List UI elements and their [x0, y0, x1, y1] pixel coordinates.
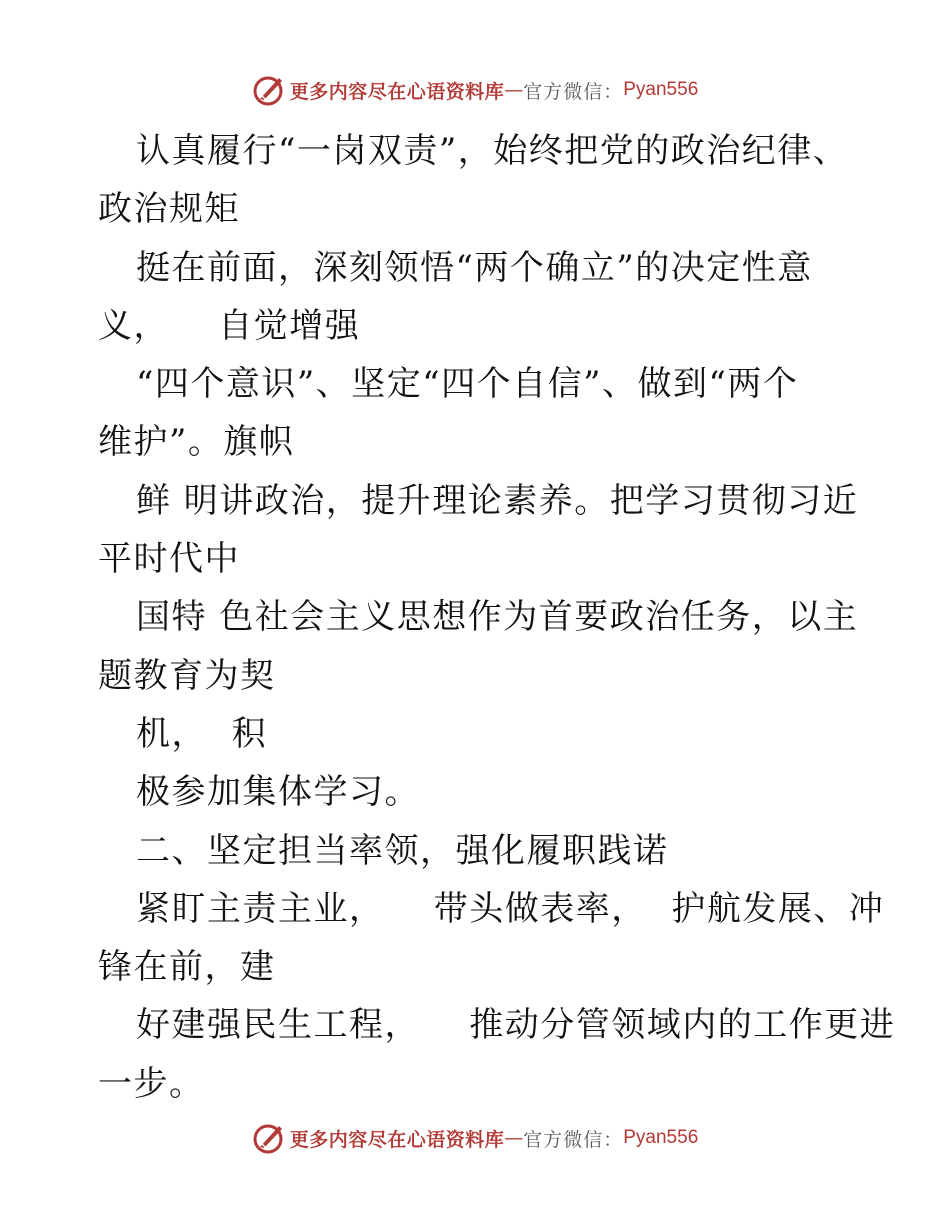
quill-logo-icon — [252, 73, 286, 107]
banner-wechat-id: Pyan556 — [623, 1127, 699, 1148]
text-line: 平时代中 — [98, 539, 240, 580]
text-line: 好建强民生工程， 推动分管领域内的工作更进 — [136, 1005, 896, 1046]
text-line: “四个意识”、坚定“四个自信”、做到“两个 — [136, 364, 799, 405]
text-line: 机， 积 — [136, 713, 268, 754]
header-banner — [0, 70, 950, 110]
text-line: 题教育为契 — [98, 655, 276, 696]
text-line: 维护”。旗帜 — [98, 422, 295, 463]
text-line: 认真履行“一岗双责”，始终把党的政治纪律、 — [136, 131, 849, 171]
document-body — [98, 122, 896, 1113]
text-line: 鲜 明讲政治，提升理论素养。把学习贯彻习近 — [136, 480, 859, 521]
footer-banner — [0, 1118, 950, 1158]
quill-logo-icon — [252, 1121, 286, 1155]
text-line: 一步。 — [98, 1063, 205, 1104]
text-line: 锋在前，建 — [98, 947, 276, 988]
banner-separator: — — [504, 79, 524, 101]
text-line: 紧盯主责主业， 带头做表率， 护航发展、冲 — [136, 888, 885, 929]
text-line: 挺在前面，深刻领悟“两个确立”的决定性意 — [136, 247, 813, 288]
banner-separator: — — [504, 1127, 524, 1149]
banner-wechat-id: Pyan556 — [623, 79, 699, 100]
banner-wechat-label: 官方微信： — [523, 1128, 624, 1151]
banner-title: 更多内容尽在心语资料库 — [289, 80, 505, 103]
banner-title: 更多内容尽在心语资料库 — [289, 1128, 505, 1151]
text-line: 政治规矩 — [98, 189, 240, 230]
text-line: 国特 色社会主义思想作为首要政治任务，以主 — [136, 597, 859, 638]
banner-wechat-label: 官方微信： — [523, 80, 624, 103]
text-line: 极参加集体学习。 — [136, 772, 420, 813]
text-line: 义， 自觉增强 — [98, 305, 361, 346]
text-line: 二、坚定担当率领，强化履职践诺 — [136, 830, 669, 871]
